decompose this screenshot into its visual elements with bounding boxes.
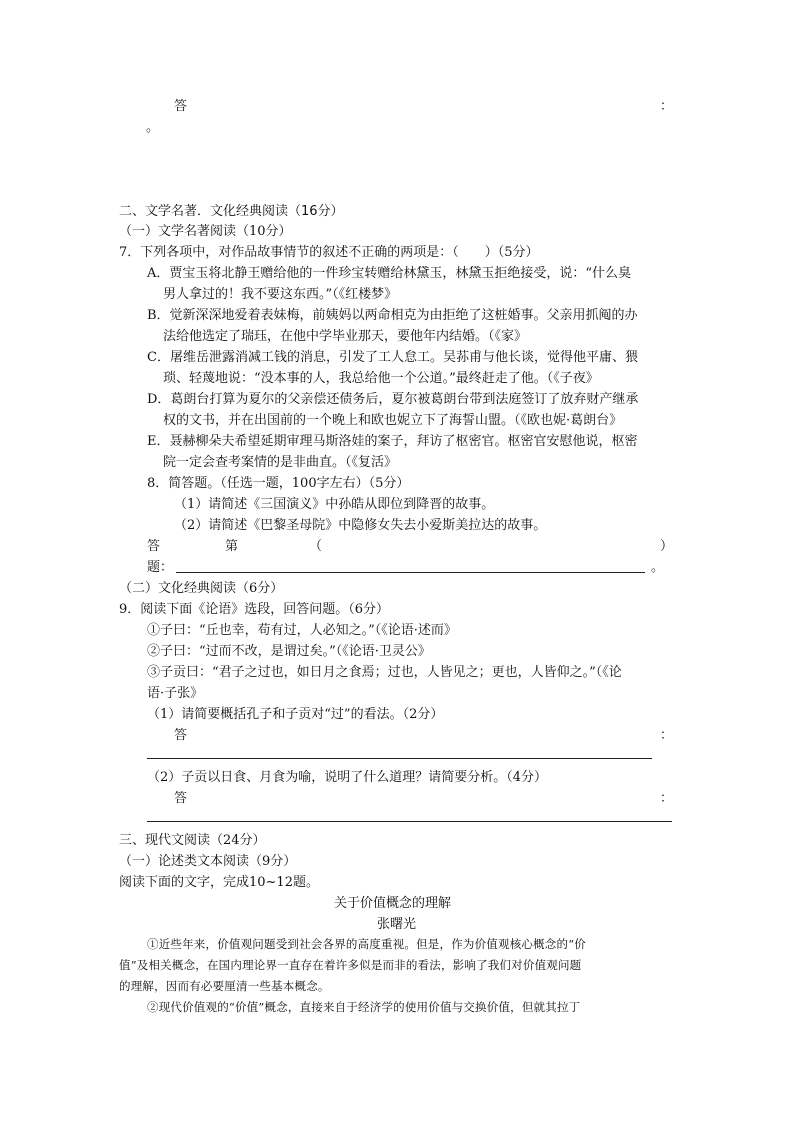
article-title: 关于价值概念的理解 xyxy=(334,896,452,911)
article-p2-line1: ②现代价值观的“价值”概念，直接来自于经济学的使用价值与交换价值，但就其拉丁 xyxy=(147,1000,581,1014)
q9-sub2-answer-line[interactable] xyxy=(147,821,672,822)
section3-sub1: （一）论述类文本阅读（9分） xyxy=(119,854,297,869)
q8-answer-close-paren: ） xyxy=(660,539,674,554)
q9-sub2-answer-colon: ： xyxy=(660,791,674,806)
article-author: 张曙光 xyxy=(377,917,417,932)
section2-sub1: （一）文学名著阅读（10分） xyxy=(119,224,292,239)
section3-instruction: 阅读下面的文字，完成10~12题。 xyxy=(119,875,319,890)
q7-option-c-line2: 琐、轻蔑地说：“没本事的人，我总给他一个公道。”最终赶走了他。（《子夜》 xyxy=(163,371,599,386)
q8-stem: 8．简答题。（任选一题，100字左右）（5分） xyxy=(147,476,410,491)
q8-answer-di: 第 xyxy=(225,539,239,554)
q9-sub1-answer-colon: ： xyxy=(660,728,674,743)
q8-answer-ti: 题： xyxy=(147,560,174,575)
article-p1-line3: 的理解，因而有必要厘清一些基本概念。 xyxy=(119,979,330,993)
q7-option-e-line2: 院一定会查考案情的是非曲直。（《复活》 xyxy=(163,455,398,470)
q9-quote-3-line2: 语·子张》 xyxy=(147,686,204,701)
q9-sub1-answer-label: 答 xyxy=(174,728,188,743)
section3-heading: 三、现代文阅读（24分） xyxy=(119,833,266,848)
q7-option-c-line1: C．屠维岳泄露消减工钱的消息，引发了工人怠工。吴荪甫与他长谈，觉得他平庸、猥 xyxy=(147,350,638,365)
section2-sub2: （二）文化经典阅读（6分） xyxy=(119,581,284,596)
q7-option-d-line1: D．葛朗台打算为夏尔的父亲偿还债务后，夏尔被葛朗台带到法庭签订了放弃财产继承 xyxy=(147,392,639,407)
q7-option-d-line2: 权的文书，并在出国前的一个晚上和欧也妮立下了海誓山盟。（《欧也妮·葛朗台》 xyxy=(163,413,623,428)
q9-quote-2: ②子曰：“过而不改，是谓过矣。”（《论语·卫灵公》 xyxy=(147,644,431,659)
q8-answer-period: 。 xyxy=(651,560,665,575)
q9-sub1: （1）请简要概括孔子和子贡对“过”的看法。（2分） xyxy=(147,707,444,722)
section2-heading: 二、文学名著．文化经典阅读（16分） xyxy=(119,204,344,219)
q7-option-e-line1: E．聂赫柳朵夫希望延期审理马斯洛娃的案子，拜访了枢密官。枢密官安慰他说，枢密 xyxy=(147,434,638,449)
q8-option-1: （1）请简述《三国演义》中孙皓从即位到降晋的故事。 xyxy=(174,497,495,512)
q7-option-b-line1: B．觉新深深地爱着表妹梅，前姨妈以两命相克为由拒绝了这桩婚事。父亲用抓阄的办 xyxy=(147,308,638,323)
answer-label-top: 答 xyxy=(174,99,188,114)
period-top: 。 xyxy=(146,120,160,135)
q8-option-2: （2）请简述《巴黎圣母院》中隐修女失去小爱斯美拉达的故事。 xyxy=(174,518,547,533)
answer-colon-top: ： xyxy=(660,99,674,114)
q7-stem: 7．下列各项中，对作品故事情节的叙述不正确的两项是：（ ）（5分） xyxy=(119,245,539,260)
q7-option-a-line2: 男人拿过的！我不要这东西。”（《红楼梦》 xyxy=(163,287,398,302)
q9-quote-3-line1: ③子贡曰：“君子之过也，如日月之食焉；过也，人皆见之；更也，人皆仰之。”（《论 xyxy=(147,665,622,680)
q9-sub1-answer-line[interactable] xyxy=(147,758,652,759)
article-p1-line1: ①近些年来，价值观问题受到社会各界的高度重视。但是，作为价值观核心概念的“价 xyxy=(147,937,586,951)
article-p1-line2: 值”及相关概念，在国内理论界一直存在着许多似是而非的看法，影响了我们对价值观问题 xyxy=(119,958,582,972)
q8-answer-line[interactable] xyxy=(176,572,645,573)
q9-sub2: （2）子贡以日食、月食为喻，说明了什么道理？请简要分析。（4分） xyxy=(147,770,548,785)
q8-answer-label: 答 xyxy=(147,539,161,554)
q7-option-b-line2: 法给他选定了瑞珏，在他中学毕业那天，要他年内结婚。（《家》 xyxy=(163,329,528,344)
q7-option-a-line1: A．贾宝玉将北静王赠给他的一件珍宝转赠给林黛玉，林黛玉拒绝接受，说：“什么臭 xyxy=(147,266,632,281)
q9-sub2-answer-label: 答 xyxy=(174,791,188,806)
q9-quote-1: ①子曰：“丘也幸，苟有过，人必知之。”（《论语·述而》 xyxy=(147,623,457,638)
q9-stem: 9．阅读下面《论语》选段，回答问题。（6分） xyxy=(119,602,390,617)
q8-answer-open-paren: （ xyxy=(309,539,323,554)
